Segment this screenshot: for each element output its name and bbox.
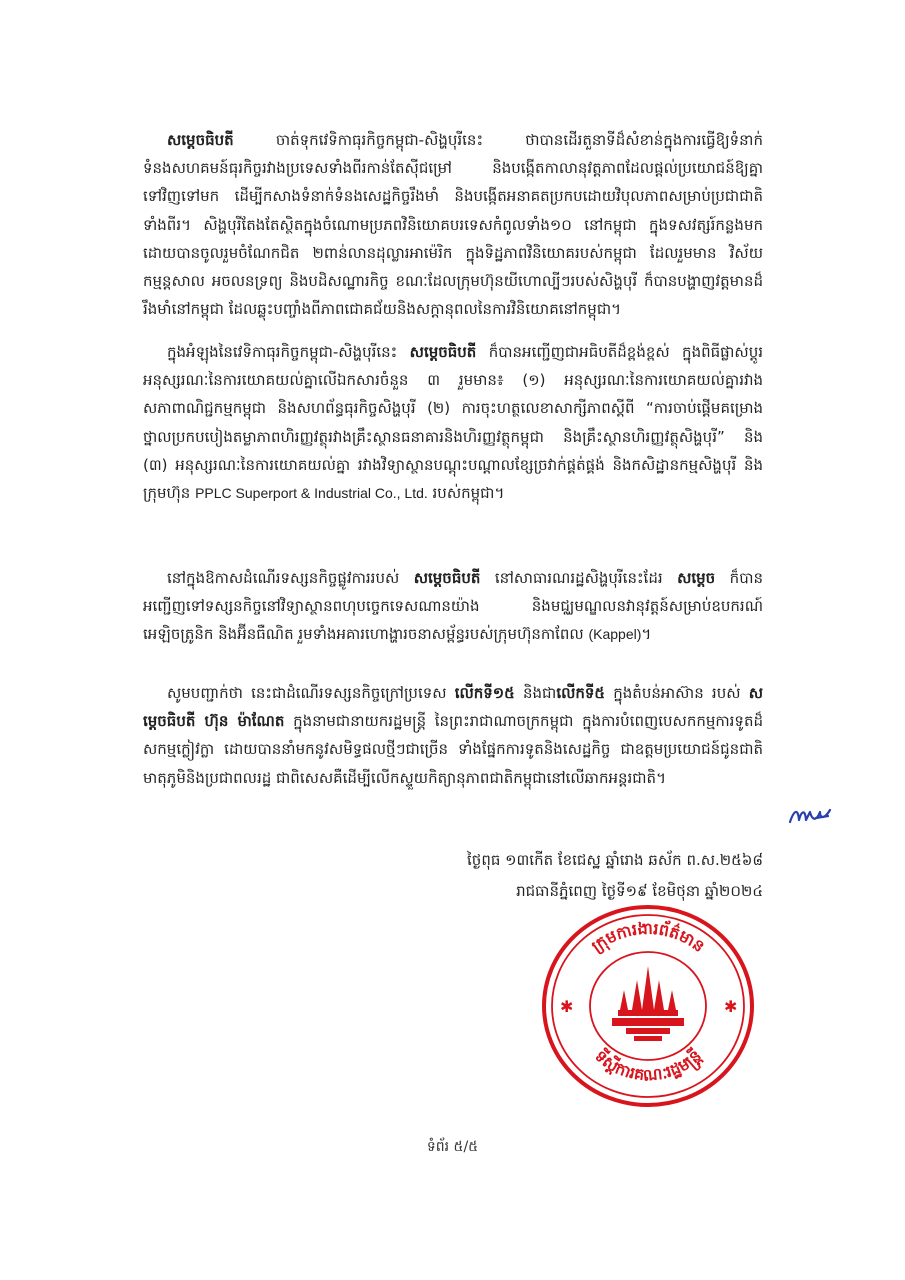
- paragraph-4: [143, 679, 763, 792]
- paragraph-4-text-d: ក្នុងនាមជានាយករដ្ឋមន្ត្រី នៃព្រះរាជាណាចក្រកម្ពុជា ក្នុងការបំពេញបេសកកម្មការទូតដ៏សកម្មក្លៀវក្លា ដោយបាននាំមកនូវសមិទ្ធផលថ្មីៗជាច្រើន ទាំងផ្នែកការទូតនិងសេដ្ឋកិច្ច ជាឧត្តមប្រយោជន៍ជូនជាតិមាតុភូមិនិងប្រជាពលរដ្ឋ ជាពិសេសគឺដើម្បីលើកស្ទួយកិត្យានុភាពជាតិកម្ពុជានៅលើឆាកអន្តរជាតិ។: [143, 712, 763, 787]
- paragraph-2-text-b: ក៏បានអញ្ជើញជាអធិបតីដ៏ខ្ពង់ខ្ពស់ ក្នុងពិធីផ្លាស់ប្តូរអនុស្សរណៈនៃការយោគយល់គ្នាលើឯកសារចំនួន ៣ រួមមាន៖ (១) អនុស្សរណៈនៃការយោគយល់គ្នារវាងសភាពាណិជ្ជកម្មកម្ពុជា និងសហព័ន្ធធុរកិច្ចសិង្ហបុរី (២) ការចុះហត្ថលេខាសាក្សីភាពស្តីពី “ការចាប់ផ្តើមគម្រោងថ្នាលប្រកបបៀងតម្លាភាពហិរញ្ញវត្ថុរវាងគ្រឹះស្ថានធនាគារនិងហិរញ្ញវត្ថុកម្ពុជា និងគ្រឹះស្ថានហិរញ្ញវត្ថុសិង្ហបុរី” និង (៣) អនុស្សរណៈនៃការយោគយល់គ្នា រវាងវិទ្យាស្ថានបណ្តុះបណ្តាលខ្សែច្រវាក់ផ្គត់ផ្គង់ និងកសិដ្ឋានកម្មសិង្ហបុរី និងក្រុមហ៊ុន: [143, 343, 763, 503]
- visit-count: លើកទី១៥: [454, 684, 515, 702]
- paragraph-1-text: ចាត់ទុកវេទិកាធុរកិច្ចកម្ពុជា-សិង្ហបុរីនេះ ថាបានដើរតួនាទីដ៏សំខាន់ក្នុងការធ្វើឱ្យទំនាក់ទំនងសហគមន៍ធុរកិច្ចរវាងប្រទេសទាំងពីរកាន់តែស៊ីជម្រៅ និងបង្កើតកាលានុវត្តភាពដែលផ្តល់ប្រយោជន៍ឱ្យគ្នាទៅវិញទៅមក ដើម្បីកសាងទំនាក់ទំនងសេដ្ឋកិច្ចរឹងមាំ និងបង្កើតអនាគតប្រកបដោយវិបុលភាពសម្រាប់ប្រជាជាតិទាំងពីរ។ សិង្ហបុរីតែងតែស្ថិតក្នុងចំណោមប្រភពវិនិយោគបរទេសកំពូលទាំង១០ នៅកម្ពុជា ក្នុងទសវត្សរ៍កន្លងមក ដោយបានចូលរួមចំណែកជិត ២ពាន់លានដុល្លារអាម៉េរិក ក្នុងទិដ្ឋភាពវិនិយោគរបស់កម្ពុជា ដែលរួមមាន វិស័យកម្មន្តសាល អចលនទ្រព្យ និងបដិសណ្ឋារកិច្ច ខណៈដែលក្រុមហ៊ុនយីហោល្បីៗរបស់សិង្ហបុរី ក៏បានបង្ហាញវត្តមានដ៏រឹងមាំនៅកម្ពុជា ដែលឆ្លុះបញ្ចាំងពីភាពជោគជ័យនិងសក្តានុពលនៃការវិនិយោគនៅកម្ពុជា។: [143, 131, 763, 319]
- svg-text:✱: ✱: [724, 997, 738, 1016]
- seal-bottom-text: ទីស្តីការគណៈរដ្ឋមន្ត្រី: [591, 1045, 705, 1085]
- paragraph-2-text-a: ក្នុងអំឡុងនៃវេទិកាធុរកិច្ចកម្ពុជា-សិង្ហបុរីនេះ: [167, 343, 410, 361]
- svg-text:ទីស្តីការគណៈរដ្ឋមន្ត្រី: [591, 1045, 707, 1085]
- date-line-location: រាជធានីភ្នំពេញ ថ្ងៃទី១៩ ខែមិថុនា ឆ្នាំ២០២៤: [516, 882, 763, 900]
- paragraph-3: [143, 564, 763, 649]
- paragraph-4-text-b: និងជា: [514, 684, 557, 702]
- company-name: PPLC Superport & Industrial Co., Ltd.: [195, 485, 428, 502]
- paragraph-3-text-b: នៅសាធារណរដ្ឋសិង្ហបុរីនេះដែរ: [480, 569, 678, 587]
- date-line-lunar: ថ្ងៃពុធ ១៣កើត ខែជេស្ឋ ឆ្នាំរោង ឆស័ក ព.ស.២៥៦៨: [467, 851, 763, 869]
- leader-full-name: សម្តេចធិបតី ហ៊ុន ម៉ាណែត: [143, 684, 764, 731]
- paragraph-3-text-a: នៅក្នុងឱកាសដំណើរទស្សនកិច្ចផ្លូវការរបស់: [167, 569, 414, 587]
- leader-title: សម្តេចធិបតី: [413, 569, 481, 587]
- company-name: (Kappel): [588, 626, 642, 643]
- paragraph-3-text-c: ក៏បានអញ្ជើញទៅទស្សនកិច្ចនៅវិទ្យាស្ថានពហុបច្ចេកទេសណានយ៉ាង និងមជ្ឈមណ្ឌលនវានុវត្តន៍សម្រាប់ឧបករណ៍អេឡិចត្រូនិក និងអ៊ីនធឺណិត រួមទាំងអគារហោង្ហារចនាសម្ព័ន្ធរបស់ក្រុមហ៊ុនកាពែល: [143, 569, 763, 644]
- paragraph-2: [143, 338, 763, 507]
- paragraph-4-text-a: សូមបញ្ជាក់ថា នេះជាដំណើរទស្សនកិច្ចក្រៅប្រទេស: [167, 684, 455, 702]
- asean-visit-count: លើកទី៥: [556, 684, 606, 702]
- paragraph-2-text-c: របស់កម្ពុជា។: [427, 484, 505, 503]
- paragraph-3-text-d: ។: [641, 625, 652, 644]
- svg-text:✱: ✱: [560, 997, 574, 1016]
- paragraph-1: [143, 126, 763, 323]
- page-number: ទំព័រ ៥/៥: [426, 1139, 479, 1155]
- paragraph-4-text-c: ក្នុងតំបន់អាស៊ាន របស់: [605, 684, 749, 702]
- initials-signature-icon: [786, 800, 832, 830]
- official-seal-icon: [538, 900, 758, 1110]
- leader-short-title: សម្តេច: [677, 569, 716, 587]
- seal-top-text: ក្រុមការងារព័ត៌មាន: [587, 918, 709, 956]
- leader-title: សម្តេចធិបតី: [409, 343, 477, 361]
- angkor-temple-icon: [612, 966, 684, 1041]
- leader-title: សម្តេចធិបតី: [167, 131, 234, 149]
